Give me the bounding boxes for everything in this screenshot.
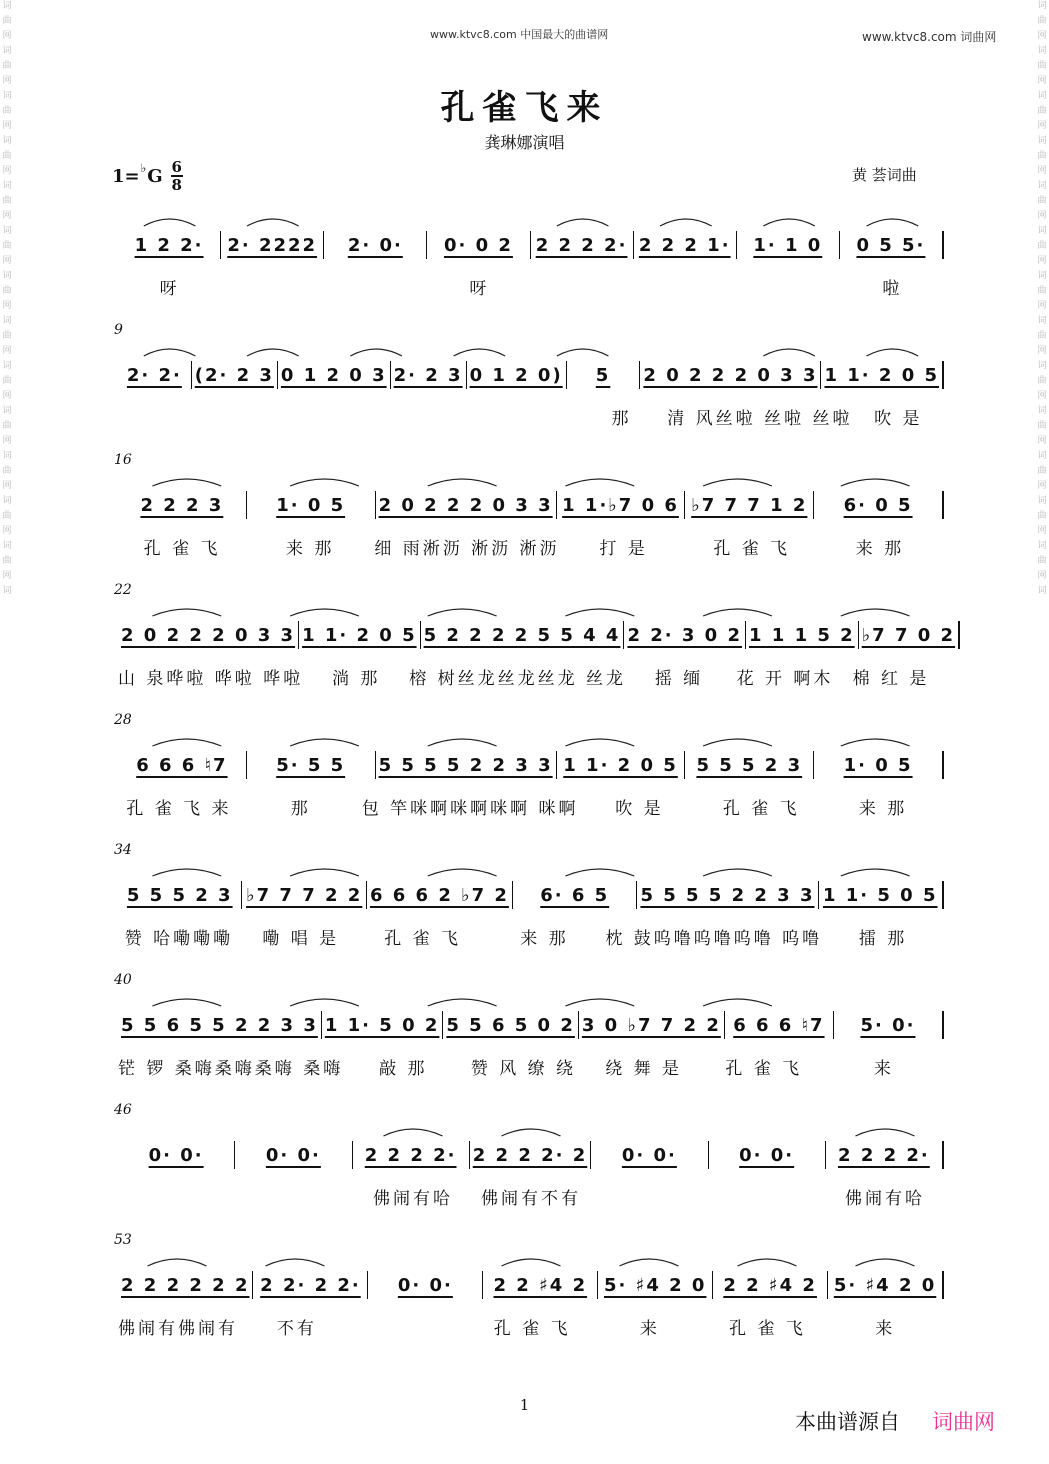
measure-number: 22 <box>114 582 132 598</box>
watermark-char: 网 <box>1037 31 1047 41</box>
watermark-char: 曲 <box>2 16 12 26</box>
slur-mark <box>557 219 609 226</box>
watermark-char: 词 <box>2 541 12 551</box>
lyric: 孔 雀 飞 <box>729 1318 806 1339</box>
measure: 2 2· 2 2· <box>253 1271 368 1299</box>
measure: 2· 2· <box>118 361 192 389</box>
measure: 2 0 2 2 2 0 3 3 <box>118 621 299 649</box>
measure: 2 2 2 3 <box>118 491 247 519</box>
watermark-char: 曲 <box>1037 511 1047 521</box>
time-signature-top: 6 <box>171 158 182 176</box>
lyric: 淌 那 <box>332 668 381 689</box>
measure: 2· 2222 <box>221 231 324 259</box>
watermark-char: 网 <box>1037 301 1047 311</box>
watermark-char: 曲 <box>1037 556 1047 566</box>
lyrics-row <box>118 534 944 558</box>
measure: 0· 0 2 <box>427 231 530 259</box>
lyrics-row <box>118 404 944 428</box>
slur-mark <box>290 479 359 486</box>
measure: 5· ♯4 2 0 <box>828 1271 944 1299</box>
watermark-char: 词 <box>1037 451 1047 461</box>
watermark-char: 网 <box>2 31 12 41</box>
lyric: 来 那 <box>286 538 335 559</box>
watermark-char: 词 <box>1037 316 1047 326</box>
slur-mark <box>428 869 497 876</box>
watermark-char: 词 <box>1037 1 1047 11</box>
watermark-char: 网 <box>1037 76 1047 86</box>
measure: 1· 0 5 <box>247 491 376 519</box>
lyric: 那 <box>290 798 311 819</box>
watermark-char: 曲 <box>1037 286 1047 296</box>
watermark-char: 网 <box>1037 391 1047 401</box>
lyric: 佛闹有佛闹有 <box>118 1318 238 1339</box>
watermark-char: 词 <box>2 226 12 236</box>
watermark-char: 网 <box>2 301 12 311</box>
notes-row <box>118 1010 944 1040</box>
slur-mark <box>290 999 359 1006</box>
score-system <box>110 1102 948 1222</box>
measure: 0· 0· <box>118 1141 235 1169</box>
measure: 2 2 2 2· <box>826 1141 944 1169</box>
lyrics-row <box>118 274 944 298</box>
watermark-char: 曲 <box>1037 421 1047 431</box>
watermark-char: 网 <box>1037 346 1047 356</box>
flat-sign: ♭ <box>140 161 147 175</box>
measure: 1 1 1 5 2 <box>746 621 859 649</box>
measure: 0 1 2 0) <box>467 361 567 389</box>
measure: 5 <box>567 361 641 389</box>
lyric: 嘞 唱 是 <box>262 928 340 949</box>
lyrics-row <box>118 664 944 688</box>
slur-mark <box>247 349 299 356</box>
measure: 5· ♯4 2 0 <box>598 1271 713 1299</box>
slur-mark <box>841 869 910 876</box>
measure: 5 5 5 2 3 <box>118 881 242 909</box>
lyric: 来 那 <box>855 538 905 559</box>
watermark-char: 词 <box>2 451 12 461</box>
slur-mark <box>620 1259 679 1266</box>
lyric: 来 <box>875 1318 896 1339</box>
notes-row <box>118 1140 944 1170</box>
measure: 1 1· 2 0 5 <box>299 621 421 649</box>
lyric: 打 是 <box>599 538 648 559</box>
slur-mark <box>290 869 359 876</box>
slur-mark <box>565 609 634 616</box>
measure: 3 0 ♭7 7 2 2 <box>579 1011 725 1039</box>
slur-mark <box>152 479 221 486</box>
score-system <box>110 192 948 312</box>
slur-mark <box>867 219 919 226</box>
watermark-char: 曲 <box>1037 241 1047 251</box>
measure: 5 5 5 5 2 2 3 3 <box>376 751 557 779</box>
watermark-char: 词 <box>1037 271 1047 281</box>
watermark-char: 词 <box>2 271 12 281</box>
lyric: 孔 雀 飞 来 <box>126 798 232 819</box>
watermark-char: 词 <box>1037 46 1047 56</box>
slur-mark <box>660 219 712 226</box>
watermark-char: 网 <box>2 526 12 536</box>
measure-number: 28 <box>114 712 132 728</box>
measure: 2 0 2 2 2 0 3 3 <box>640 361 821 389</box>
watermark-char: 词 <box>2 46 12 56</box>
slur-mark <box>841 739 910 746</box>
watermark-char: 曲 <box>2 376 12 386</box>
watermark-char: 曲 <box>2 286 12 296</box>
header-site-right[interactable]: www.ktvc8.com 词曲网 <box>862 30 997 44</box>
header-site-left[interactable]: www.ktvc8.com 中国最大的曲谱网 <box>430 28 609 41</box>
measure: 5· 5 5 <box>247 751 376 779</box>
slur-mark <box>428 739 497 746</box>
slur-mark <box>290 739 359 746</box>
measure: 5 5 6 5 0 2 <box>443 1011 578 1039</box>
measure: 2 2 ♯4 2 <box>713 1271 828 1299</box>
measure-number: 34 <box>114 842 132 858</box>
watermark-char: 词 <box>1037 541 1047 551</box>
slur-mark <box>350 349 402 356</box>
lyric: 来 那 <box>858 798 908 819</box>
watermark-char: 网 <box>1037 166 1047 176</box>
key-note: G <box>147 165 163 187</box>
time-signature-bottom: 8 <box>171 176 182 194</box>
watermark-char: 曲 <box>2 61 12 71</box>
watermark-char: 曲 <box>1037 61 1047 71</box>
lyric: 棉 红 是 <box>852 668 930 689</box>
measure: 5· 0· <box>834 1011 944 1039</box>
slur-mark <box>266 1259 325 1266</box>
lyric: 吹 是 <box>874 408 923 429</box>
right-watermark-strip <box>1035 0 1049 1464</box>
lyric: 那 <box>611 408 632 429</box>
slur-mark <box>738 1259 797 1266</box>
notes-row <box>118 1270 944 1300</box>
watermark-char: 词 <box>2 586 12 596</box>
slur-mark <box>148 1259 207 1266</box>
score-system <box>110 582 956 702</box>
slur-mark <box>565 479 634 486</box>
lyric: 吹 是 <box>615 798 664 819</box>
measure: 1 2 2· <box>118 231 221 259</box>
measure: ♭7 7 7 1 2 <box>685 491 814 519</box>
lyric: 清 风丝啦 丝啦 丝啦 <box>667 408 853 429</box>
slur-mark <box>152 869 221 876</box>
slur-mark <box>763 219 815 226</box>
watermark-char: 网 <box>1037 121 1047 131</box>
slur-mark <box>565 999 634 1006</box>
slur-mark <box>290 609 359 616</box>
watermark-char: 词 <box>2 406 12 416</box>
measure: ♭7 7 0 2 <box>859 621 960 649</box>
slur-mark <box>502 1129 561 1136</box>
lyric: 赞 哈嘞嘞嘞 <box>124 928 234 949</box>
lyric: 山 泉哗啦 哗啦 哗啦 <box>118 668 304 689</box>
watermark-char: 曲 <box>1037 106 1047 116</box>
slur-mark <box>841 479 910 486</box>
measure: 5 2 2 2 2 5 5 4 4 <box>421 621 625 649</box>
slur-mark <box>144 219 196 226</box>
score-system <box>110 842 948 962</box>
footer-brand-link[interactable]: 词曲网 <box>932 1410 995 1434</box>
watermark-char: 网 <box>2 346 12 356</box>
watermark-char: 网 <box>1037 481 1047 491</box>
watermark-char: 词 <box>1037 181 1047 191</box>
slur-mark <box>867 349 919 356</box>
measure: 6 6 6 ♮7 <box>725 1011 834 1039</box>
measure: 2 2 2 2· <box>531 231 634 259</box>
left-watermark-strip <box>0 0 14 1464</box>
slur-mark <box>565 869 634 876</box>
measure-number: 9 <box>114 322 123 338</box>
watermark-char: 曲 <box>2 331 12 341</box>
measure: 0 5 5· <box>840 231 944 259</box>
measure: 6 6 6 ♮7 <box>118 751 247 779</box>
footer-source-label: 本曲谱源自 <box>795 1410 900 1434</box>
slur-mark <box>152 739 221 746</box>
slur-mark <box>763 349 815 356</box>
watermark-char: 词 <box>1037 91 1047 101</box>
lyric: 孔 雀 飞 <box>143 538 221 559</box>
measure: 2 2 2 2· 2 <box>470 1141 592 1169</box>
watermark-char: 网 <box>2 166 12 176</box>
watermark-char: 曲 <box>2 196 12 206</box>
slur-mark <box>856 1129 915 1136</box>
score-system <box>110 322 948 442</box>
slur-mark <box>703 999 772 1006</box>
watermark-char: 曲 <box>1037 16 1047 26</box>
lyric: 榕 树丝龙丝龙丝龙 丝龙 <box>409 668 627 689</box>
watermark-char: 网 <box>2 481 12 491</box>
watermark-char: 曲 <box>2 421 12 431</box>
watermark-char: 曲 <box>1037 196 1047 206</box>
lyric: 来 <box>873 1058 894 1079</box>
watermark-char: 词 <box>1037 136 1047 146</box>
watermark-char: 曲 <box>1037 331 1047 341</box>
lyric: 孔 雀 飞 <box>725 1058 803 1079</box>
notes-row <box>118 880 944 910</box>
measure: 2· 2 3 <box>391 361 467 389</box>
measure: 2 2· 3 0 2 <box>624 621 746 649</box>
lyric: 不有 <box>276 1318 317 1339</box>
slur-mark <box>144 349 196 356</box>
key-signature <box>112 160 183 192</box>
composer-credit: 黄 荟词曲 <box>852 166 917 184</box>
slur-mark <box>428 609 497 616</box>
watermark-char: 网 <box>1037 256 1047 266</box>
watermark-char: 曲 <box>2 151 12 161</box>
measure: 1 1· 5 0 5 <box>819 881 944 909</box>
score-system <box>110 452 948 572</box>
score-system <box>110 712 948 832</box>
watermark-char: 词 <box>2 1 12 11</box>
watermark-char: 网 <box>2 256 12 266</box>
measure-number: 53 <box>114 1232 132 1248</box>
measure: 5 5 5 2 3 <box>685 751 814 779</box>
slur-mark <box>152 999 221 1006</box>
key-prefix: 1= <box>112 165 140 187</box>
watermark-char: 词 <box>1037 226 1047 236</box>
slur-mark <box>703 479 772 486</box>
watermark-char: 词 <box>2 136 12 146</box>
watermark-char: 网 <box>2 121 12 131</box>
lyric: 啦 <box>882 278 903 299</box>
lyric: 擂 那 <box>858 928 908 949</box>
watermark-char: 曲 <box>2 106 12 116</box>
watermark-char: 曲 <box>2 511 12 521</box>
measure: 5 5 5 5 2 2 3 3 <box>637 881 818 909</box>
watermark-char: 词 <box>2 316 12 326</box>
watermark-char: 曲 <box>1037 376 1047 386</box>
slur-mark <box>247 219 299 226</box>
measure: 1 1· 2 0 5 <box>821 361 944 389</box>
watermark-char: 词 <box>2 91 12 101</box>
lyric: 孔 雀 飞 <box>384 928 462 949</box>
slur-mark <box>557 349 609 356</box>
lyric: 包 竿咪啊咪啊咪啊 咪啊 <box>361 798 579 819</box>
watermark-char: 词 <box>1037 406 1047 416</box>
lyrics-row <box>118 1314 944 1338</box>
watermark-char: 网 <box>2 211 12 221</box>
slur-mark <box>703 739 772 746</box>
score-system <box>110 972 948 1092</box>
lyrics-row <box>118 1184 944 1208</box>
lyric: 赞 风 缭 绕 <box>470 1058 577 1079</box>
watermark-char: 曲 <box>2 466 12 476</box>
measure: 6· 6 5 <box>513 881 637 909</box>
measure: 1· 1 0 <box>737 231 840 259</box>
slur-mark <box>565 739 634 746</box>
notes-row <box>118 490 944 520</box>
lyric: 枕 鼓呜噜呜噜呜噜 呜噜 <box>605 928 823 949</box>
score-system <box>110 1232 948 1352</box>
watermark-char: 网 <box>1037 526 1047 536</box>
slur-mark <box>152 609 221 616</box>
measure: 0· 0· <box>591 1141 708 1169</box>
lyric: 花 开 啊木 <box>736 668 834 689</box>
watermark-char: 词 <box>1037 361 1047 371</box>
slur-mark <box>703 609 772 616</box>
lyric: 来 <box>639 1318 660 1339</box>
measure: 0· 0· <box>235 1141 352 1169</box>
lyric: 摇 缅 <box>654 668 704 689</box>
watermark-char: 网 <box>2 391 12 401</box>
watermark-char: 网 <box>1037 211 1047 221</box>
page-number: 1 <box>519 1396 530 1414</box>
lyric: 呀 <box>469 278 490 299</box>
watermark-char: 网 <box>2 571 12 581</box>
watermark-char: 词 <box>2 181 12 191</box>
watermark-char: 词 <box>1037 586 1047 596</box>
lyric: 细 雨淅沥 淅沥 淅沥 <box>374 538 560 559</box>
watermark-char: 词 <box>2 361 12 371</box>
slur-mark <box>454 349 506 356</box>
watermark-char: 曲 <box>2 241 12 251</box>
measure: 2 0 2 2 2 0 3 3 <box>376 491 557 519</box>
lyric: 孔 雀 飞 <box>713 538 791 559</box>
measure: 2 2 2 2 2 2 <box>118 1271 253 1299</box>
measure-number: 40 <box>114 972 132 988</box>
time-signature <box>171 160 183 192</box>
measure: 0 1 2 0 3 <box>278 361 391 389</box>
measure: 6· 0 5 <box>814 491 944 519</box>
song-title: 孔雀飞来 <box>440 88 609 128</box>
slur-mark <box>502 1259 561 1266</box>
lyric: 绕 舞 是 <box>605 1058 683 1079</box>
measure: (2· 2 3 <box>192 361 278 389</box>
slur-mark <box>428 479 497 486</box>
lyrics-row <box>118 924 944 948</box>
measure: 2· 0· <box>324 231 427 259</box>
watermark-char: 曲 <box>1037 466 1047 476</box>
watermark-char: 词 <box>1037 496 1047 506</box>
slur-mark <box>856 1259 915 1266</box>
measure: 5 5 6 5 5 2 2 3 3 <box>118 1011 322 1039</box>
watermark-char: 网 <box>1037 436 1047 446</box>
measure-number: 16 <box>114 452 132 468</box>
notes-row <box>118 230 944 260</box>
slur-mark <box>841 609 910 616</box>
slur-mark <box>384 1129 443 1136</box>
notes-row <box>118 360 944 390</box>
notes-row <box>118 620 956 650</box>
watermark-char: 词 <box>2 496 12 506</box>
measure-number: 46 <box>114 1102 132 1118</box>
measure: 1· 0 5 <box>814 751 944 779</box>
lyric: 佛闹有不有 <box>481 1188 581 1209</box>
watermark-char: 网 <box>2 76 12 86</box>
lyrics-row <box>118 1054 944 1078</box>
lyric: 来 那 <box>520 928 569 949</box>
measure: ♭7 7 7 2 2 <box>242 881 366 909</box>
slur-mark <box>428 999 497 1006</box>
measure: 2 2 ♯4 2 <box>483 1271 598 1299</box>
notes-row <box>118 750 944 780</box>
measure: 1 1· 5 0 2 <box>322 1011 444 1039</box>
lyric: 佛闹有哈 <box>373 1188 453 1209</box>
lyric: 佛闹有哈 <box>845 1188 925 1209</box>
measure: 6 6 6 2 ♭7 2 <box>367 881 513 909</box>
measure: 1 1· 2 0 5 <box>557 751 686 779</box>
slur-mark <box>703 869 772 876</box>
lyric: 铓 锣 桑嗨桑嗨桑嗨 桑嗨 <box>118 1058 344 1079</box>
measure: 0· 0· <box>709 1141 826 1169</box>
singer-credit: 龚琳娜演唱 <box>484 133 565 152</box>
watermark-char: 曲 <box>1037 151 1047 161</box>
lyrics-row <box>118 794 944 818</box>
lyric: 孔 雀 飞 <box>493 1318 571 1339</box>
lyric: 孔 雀 飞 <box>722 798 800 819</box>
watermark-char: 曲 <box>2 556 12 566</box>
measure: 2 2 2 1· <box>634 231 737 259</box>
watermark-char: 网 <box>2 436 12 446</box>
measure: 2 2 2 2· <box>353 1141 470 1169</box>
measure: 0· 0· <box>368 1271 483 1299</box>
watermark-char: 网 <box>1037 571 1047 581</box>
measure: 1 1·♭7 0 6 <box>557 491 686 519</box>
lyric: 呀 <box>159 278 180 299</box>
lyric: 敲 那 <box>379 1058 428 1079</box>
